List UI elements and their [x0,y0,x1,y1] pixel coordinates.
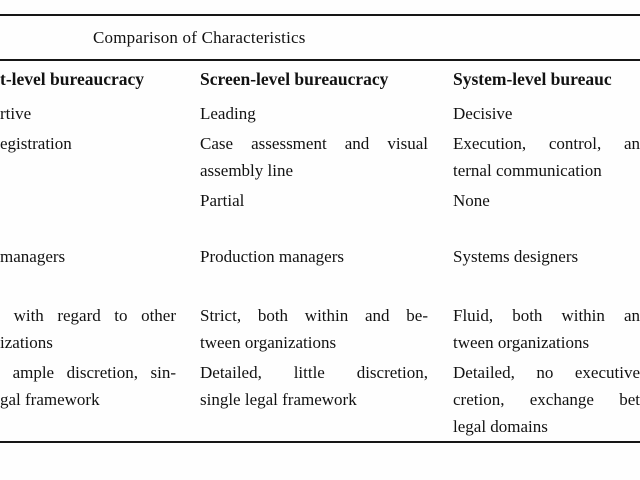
cell-line: tween organizations [200,333,337,352]
table-cell [453,243,640,270]
table-cell [0,359,176,413]
cell-line: egistration [0,134,72,153]
cell-line: gal framework [0,390,100,409]
table-cell [200,187,428,214]
cell-line: Leading [200,104,256,123]
table-cell [0,130,176,157]
cell-line: Strict, both within and be- [200,306,428,325]
table-cell [0,100,176,127]
table-cell [200,100,428,127]
cell-line: Fluid, both within an [453,306,640,325]
cell-line: ternal communication [453,161,602,180]
cell-line: Detailed, no executive [453,363,640,382]
table-cell [200,243,428,270]
table-header-rule [0,59,640,61]
cell-line: single legal framework [200,390,357,409]
cell-line: Systems designers [453,247,579,266]
table-cell [200,302,428,356]
column-header-label: Screen-level bureaucracy [200,69,389,89]
cell-line: Partial [200,191,245,210]
cell-line: Case assessment and visual [200,134,428,153]
cell-line: managers [0,247,66,266]
table-cell [453,302,640,356]
column-header-street-level [0,66,176,93]
cell-line: izations [0,333,53,352]
cell-line: legal domains [453,417,548,436]
table-cell [453,100,640,127]
table-title: Comparison of Characteristics [93,28,306,47]
table-cell [453,187,640,214]
table-bottom-rule [0,441,640,443]
cell-line: tween organizations [453,333,590,352]
cell-line: rtive [0,104,32,123]
cell-line: None [453,191,490,210]
cell-line: Execution, control, an [453,134,640,153]
column-header-label: t-level bureaucracy [0,69,145,89]
cell-line: assembly line [200,161,294,180]
cell-line: cretion, exchange bet [453,390,640,409]
table-cell [0,243,176,270]
table-cell [0,302,176,356]
cell-line: with regard to other [0,306,177,325]
column-header-system-level [453,66,640,93]
cell-line: Decisive [453,104,513,123]
table-cell [453,359,640,440]
table-cell [453,130,640,184]
table-cell [200,359,428,413]
cell-line: ample discretion, sin- [0,363,177,382]
table-cell [200,130,428,184]
cell-line: Detailed, little discretion, [200,363,428,382]
cell-line: Production managers [200,247,344,266]
column-header-screen-level [200,66,428,93]
column-header-label: System-level bureauc [453,69,612,89]
table-top-rule [0,14,640,16]
